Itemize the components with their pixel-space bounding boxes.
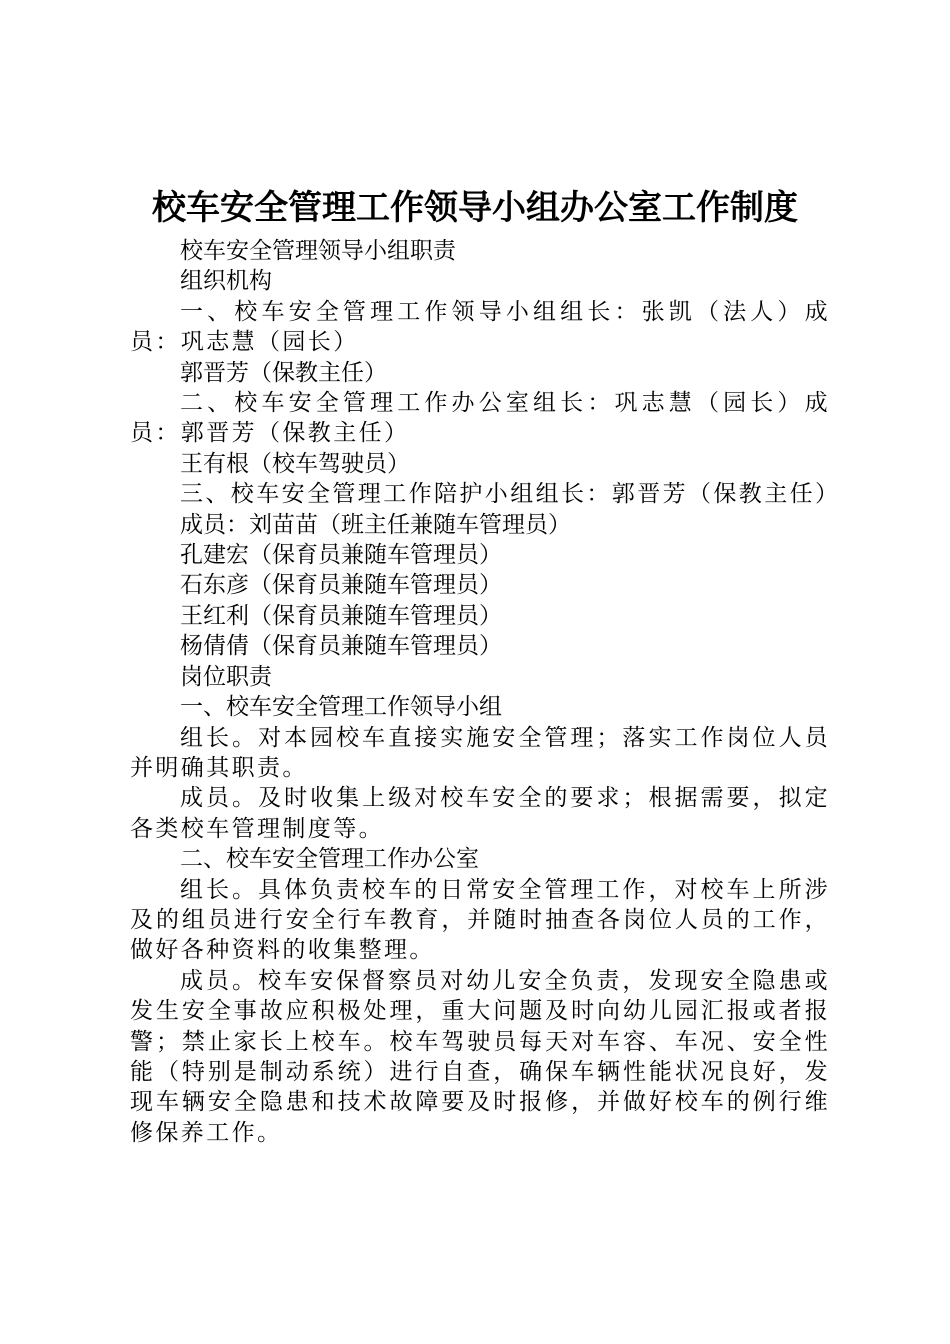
document-body [130, 236, 841, 1148]
paragraph-member: 孔建宏（保育员兼随车管理员） [180, 542, 502, 569]
paragraph-member: 成员：刘苗苗（班主任兼随车管理员） [180, 511, 571, 538]
paragraph-member: 石东彦（保育员兼随车管理员） [180, 572, 502, 599]
paragraph-subheading: 二、校车安全管理工作办公室 [180, 846, 479, 873]
paragraph-duty: 成员。及时收集上级对校车安全的要求；根据需要，拟定各类校车管理制度等。 [130, 785, 830, 842]
paragraph-duty: 成员。校车安保督察员对幼儿安全负责，发现安全隐患或发生安全事故应积极处理，重大问题及时向幼儿园汇报或者报警；禁止家长上校车。校车驾驶员每天对车容、车况、安全性能（特别是制动系统）进行自查，确保车辆性能状况良好，发现车辆安全隐患和技术故障要及时报修，并做好校车的例行维修保养工作。 [130, 967, 830, 1146]
paragraph-office-group: 二、校车安全管理工作办公室组长：巩志慧（园长）成员：郭晋芳（保教主任） [130, 390, 830, 447]
paragraph-duty: 组长。对本园校车直接实施安全管理；落实工作岗位人员并明确其职责。 [130, 724, 830, 781]
paragraph-duties-heading: 岗位职责 [180, 663, 272, 690]
paragraph-duty: 组长。具体负责校车的日常安全管理工作，对校车上所涉及的组员进行安全行车教育，并随时抽查各岗位人员的工作，做好各种资料的收集整理。 [130, 876, 830, 964]
paragraph-subheading: 一、校车安全管理工作领导小组 [180, 694, 502, 721]
paragraph-member: 杨倩倩（保育员兼随车管理员） [180, 633, 502, 660]
paragraph-member: 王红利（保育员兼随车管理员） [180, 602, 502, 629]
paragraph-section-heading: 校车安全管理领导小组职责 [180, 238, 456, 264]
document-title: 校车安全管理工作领导小组办公室工作制度 [152, 188, 798, 228]
paragraph-member: 郭晋芳（保教主任） [180, 359, 387, 386]
paragraph-escort-group: 三、校车安全管理工作陪护小组组长：郭晋芳（保教主任） [180, 481, 841, 508]
paragraph-organization: 组织机构 [180, 268, 272, 295]
paragraph-member: 王有根（校车驾驶员） [180, 450, 410, 477]
paragraph-leadership-group: 一、校车安全管理工作领导小组组长：张凯（法人）成员：巩志慧（园长） [130, 298, 830, 356]
